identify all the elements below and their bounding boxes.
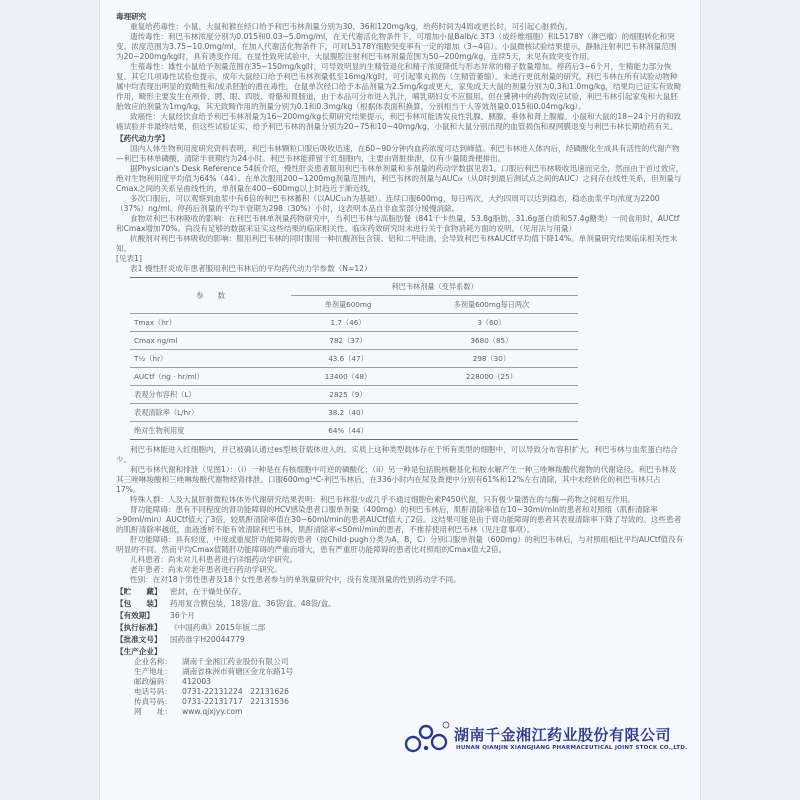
pk-paragraph: 多次口服后，可以观察到血浆中有6倍的利巴韦林蓄积（以AUC₁₂h为基础）。连续口服600mg，每日两次，大约四周可以达到稳态，稳态血浆平均浓度为2200（37%）ng/ml。停药后剂量的平均半衰期为298（30%）小时，这表明本品自非血浆部分缓慢消除。 [116,194,660,213]
spec-value: 《中国药典》2015年版二部 [170,623,266,632]
mfg-value: 湖南千金湘江药业股份有限公司 [182,657,289,666]
row-multi: 228000（25） [405,368,578,386]
row-param: Tmax（hr） [130,314,291,332]
table-reference: [见表1] [116,254,142,263]
row-single: 2825（9） [291,386,405,404]
spec-label: 【批准文号】 [116,635,162,644]
spec-manufacturer [116,647,684,657]
row-multi: 3（60） [405,314,578,332]
pk-paragraph: 性别：在对18个男性患者及18个女性患者参与的单剂量研究中，没有发现剂量的性别药动学不同。 [130,575,461,584]
mfg-key: 电话号码： [134,687,172,696]
spec-label: 【执行标准】 [116,623,162,632]
pk-parameter-table [130,277,578,440]
toxicology-heading: 毒理研究 [116,12,147,21]
pk-paragraph: 儿科患者：尚未对儿科患者进行详细药动学研究。 [130,555,298,564]
toxicology-paragraph: 致癌性：大鼠经饮食给予利巴韦林剂量为16~200mg/kg长期研究结果提示，利巴韦林可能诱发良性乳腺、胰腺、垂体和肾上腺瘤。小鼠和大鼠的18~24个月的和致癌试验并非最终结果，但这些试验证实，给予利巴韦林的剂量分别为20~75和10~40mg/kg，小鼠和大鼠分别出现的血管损伤和视网膜退变与利巴韦林长期给药有关。 [116,112,682,131]
row-multi: 298（30） [405,350,578,368]
spec-label: 【生产企业】 [116,647,162,656]
pk-paragraph: 食物对利巴韦林吸收的影响：在利巴韦林单剂量药物研究中，当利巴韦林与高脂肪餐（841千卡热量，53.8g脂肪，31.6g蛋白质和57.4g糖类）一同食用时，AUCtf和Cmax增加70%。尚没有足够的数据来证实这些结果的临床相关性。临床药效研究时未进行关于食物消耗方面的说明。（见用法与用量） [116,214,680,233]
package-insert-text [116,12,684,717]
spec-value: 国药准字H20044779 [170,635,245,644]
spec-storage [116,587,684,597]
row-single: 38.2（40） [291,404,405,422]
row-single: 782（37） [291,332,405,350]
pk-paragraph: 抗酸剂对利巴韦林吸收的影响：服用利巴韦林的同时服用一种抗酸剂包含镁、铝和二甲硅油，会导致利巴韦林AUCtf平均值下降14%。单剂量研究结果临床相关性未知。 [116,234,678,253]
row-param: T½（hr） [130,350,291,368]
pk-paragraph: 国内人体生物利用度研究资料表明，利巴韦林颗粒口服后吸收迅速，在60~90分钟内血药浓度可达到峰值。利巴韦林进入体内后，经磷酸化生成具有活性的代谢产物—利巴韦林单磷酸，清除半衰期约为24小时。利巴韦林能滞留于红细胞内，主要由肾脏排泄，仅有少量随粪便排出。 [116,144,680,163]
table-header-param: 参 数 [130,278,291,314]
manufacturer-row [116,707,684,717]
manufacturer-row [116,697,684,707]
table-row [130,332,578,350]
pk-paragraph: 老年患者：尚未对老年患者进行药动学研究。 [130,565,282,574]
table-header-drug: 利巴韦林剂量（变异系数） [291,278,578,296]
logo-mark-icon [402,718,452,758]
table-row [130,368,578,386]
spec-value: 36个月 [170,611,195,620]
pk-paragraph: 据Physician's Desk Reference 54版介绍，慢性肝炎患者服用利巴韦林单剂量和多剂量的药动学数据见表1。口服后利巴韦林吸收迅速而完全，然而由于首过效应，绝对生物利用度平均值为64%（44）。在单次服用200~1200mg剂量范围内，利巴韦林的剂量与AUC₀ₜ（从0时到最后测试点之间的AUC）之间存在线性关系，但剂量与Cmax之间的关系呈曲线性的，单剂量在400~600mg以上时趋近于渐近线。 [116,164,684,193]
row-multi: 3680（85） [405,332,578,350]
table-header-single: 单剂量600mg [291,296,405,314]
toxicology-paragraph: 遗传毒性：利巴韦林浓度分别为0.015和0.03~5.0mg/ml，在无代谢活化物条件下，可增加小鼠Balb/c 3T3（成纤维细胞）和L5178Y（淋巴瘤）的细胞转化和突变。浓度范围为3.75~10.0mg/ml，在加入代谢活化物条件下，可对L5178Y细胞突变率有一定的增加（3~4倍）。小鼠微核试验结果提示，静脉注射利巴韦林剂量范围为20~200mg/kg时，具有诱变作用。在显性致死试验中，大鼠腹腔注射利巴韦林剂量范围为50~200mg/kg，连续5天，未见有致突变作用。 [116,32,677,61]
table-header-multi: 多剂量600mg每日两次 [405,296,578,314]
row-single: 1.7（46） [291,314,405,332]
toxicology-paragraph: 重复给药毒性：小鼠、大鼠和猴在经口给予利巴韦林剂量分别为30、36和120mg/kg，给药时间为4周或更长时，可引起心脏损伤。 [130,22,573,31]
pk-paragraph: 利巴韦林能进入红细胞内，并已被确认通过es型核苷载体进入的。实质上这种类型载体存在于所有类型的细胞中，可以导致分布容积扩大。利巴韦林与血浆蛋白结合少。 [116,445,678,464]
pk-paragraph: 肝功能障碍：具有轻度、中度或重度肝功能障碍的患者（按Child-pugh分类为A，B，C）分别口服单剂量（600mg）的利巴韦林后，与对照组相比平均AUCtf值没有明显的不同。然而平均Cmax值随肝功能障碍的严重而增大，患有严重肝功能障碍的患者比对照组的Cmax值大2倍。 [116,535,684,554]
table-row [130,404,578,422]
pk-paragraph: 肾功能障碍：患有不同程度的肾功能障碍的HCV感染患者口服单剂量（400mg）的利巴韦林后，肌酐清除率值在10~30ml/min的患者和对照组（肌酐清除率>90ml/min）AUCtf值大了3倍，较肌酐清除率值在30~60ml/min的患者AUCtf值大了2倍。这结果可能是由于肾功能障碍的患者其表观清除率下降了导致的。这些患者的肌酐清除率越低，血液透析不能有效清除利巴韦林，肌酐清除率<50ml/min的患者，不推荐使用利巴韦林（见注意事项）。 [116,505,682,534]
mfg-key: 传真号码： [134,697,172,706]
manufacturer-row [116,667,684,677]
row-multi [405,404,578,422]
row-single: 13400（48） [291,368,405,386]
row-param: 表观清除率（L/hr） [130,404,291,422]
row-param: 绝对生物利用度 [130,422,291,440]
row-param: Cmax ng/ml [130,332,291,350]
spec-label: 【贮 藏】 [116,587,162,596]
table-row [130,386,578,404]
pk-paragraph: 特殊人群：人及大鼠肝脏微粒体体外代谢研究结果表明：利巴韦林很少或几乎不通过细胞色素P450代谢，只有极少量潜在的与酶—药物之间相互作用。 [130,495,636,504]
spec-expiry [116,611,684,621]
row-single: 43.6（47） [291,350,405,368]
table-row [130,422,578,440]
spec-label: 【有效期】 [116,611,154,620]
toxicology-paragraph: 生殖毒性：雄性小鼠给予剂量范围在35~150mg/kg时，可导致明显的生精管退化和精子浓度降低与形态异常的精子数量增加。停药后3~6个月，生精能力部分恢复。其它几项毒性试验也提示，成年大鼠经口给予利巴韦林剂量低至16mg/kg时，可引起睾丸损伤（生精管萎缩）。未进行更低剂量的研究。利巴韦林在所有试验动物种属中均表现出明显的致畸性和/或杀胚胎的潜在毒性，仓鼠单次经口给予本品剂量为2.5mg/kg或更大，家兔成天大鼠的剂量分别为0.3和1.0mg/kg，结果均已证实有致畸作用，畸形主要发生在颅骨、腭、眼、四肢、骨骼和胃肠道，由于本品可分布进入乳汁，哺乳期妇女不应服用。但在狒狒中的药物效应试验，利巴韦林引起家兔和大鼠胚胎效应的剂量为1mg/kg，其无致畸作用的剂量分别为0.1和0.3mg/kg（根据体表面积换算，分别相当于人等效剂量0.015和0.04mg/kg）。 [116,62,682,111]
spec-label: 【包 装】 [116,599,162,608]
mfg-key: 企业名称： [134,657,172,666]
table-row [130,314,578,332]
company-logo [402,718,688,762]
row-multi [405,386,578,404]
mfg-key: 邮政编码： [134,677,172,686]
table-row [130,350,578,368]
table-caption: 表1 慢性肝炎成年患者服用利巴韦林后的平均药代动力学参数（N=12） [130,264,372,273]
pk-paragraph: 利巴韦林代谢和排泄（见图1）：（i）一种是在有核细胞中可逆的磷酸化；（ii）另一种是包括脱核糖基化和胺水解产生一种三唑啉羧酸代谢物的代谢途径。利巴韦林及其三唑啉羧酸和三唑啉羧酸代谢物经肾排泄。口服600mg¹⁴C-利巴韦林后，在336小时内在尿及粪便中分别有61%和12%左右清除，其中未经转化的利巴韦林只占17%。 [116,465,677,494]
company-name-en: HUNAN QIANJIN XIANGJIANG PHARMACEUTICAL JOINT STOCK CO.,LTD. [456,745,688,751]
mfg-value: 湖南省株洲市荷塘区金龙东路1号 [182,667,294,676]
mfg-value: 0731-22131717 22131536 [182,697,289,706]
spec-value: 密封，在干燥处保存。 [170,587,246,596]
mfg-key: 网 址： [134,707,172,716]
spec-standard [116,623,684,633]
row-param: AUCtf（ng · hr/ml） [130,368,291,386]
row-multi [405,422,578,440]
mfg-value: www.qjxjyy.com [182,707,243,716]
spec-value: 药用复合膜包装，18袋/盒、36袋/盒、48袋/盒。 [170,599,336,608]
row-param: 表观分布容积（L） [130,386,291,404]
manufacturer-row [116,657,684,667]
mfg-value: 412003 [182,677,211,686]
row-single: 64%（44） [291,422,405,440]
manufacturer-row [116,677,684,687]
mfg-value: 0731-22131224 22131626 [182,687,289,696]
spec-approval [116,635,684,645]
company-name-cn: 湖南千金湘江药业股份有限公司 [454,726,672,744]
manufacturer-row [116,687,684,697]
pk-heading: 【药代动力学】 [116,134,170,143]
mfg-key: 生产地址： [134,667,172,676]
spec-package [116,599,684,609]
